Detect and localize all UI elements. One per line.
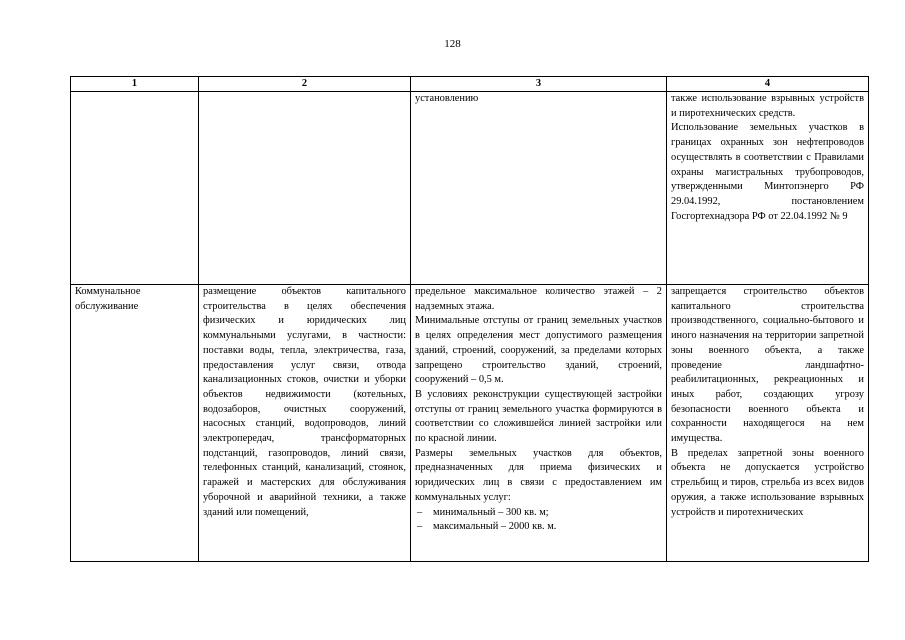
column-header-2: 2	[199, 77, 411, 92]
cell-parameters	[411, 285, 667, 562]
restrictions-paragraph: запрещается строительство объектов капитального строительства производственного, социально-бытового и иного назначения на территории запретной зоны военного объекта, а также проведение ландшафтно-реабилитационных, рекреационных и иных работ, создающих угрозу безопасности военного объекта и сохранности находящегося на нем имущества.	[671, 286, 864, 445]
list-item: – максимальный – 2000 кв. м.	[415, 520, 662, 535]
parameters-paragraph: Минимальные отступы от границ земельных участков в целях определения мест допустимого размещения зданий, строений, сооружений, за пределами которых запрещено строительство зданий, строений, сооружений – 0,5 м.	[415, 315, 662, 386]
cell-use-type	[71, 92, 199, 285]
plot-size-list	[415, 506, 662, 535]
cell-restrictions	[667, 92, 869, 285]
cell-parameters	[411, 92, 667, 285]
column-header-4: 4	[667, 77, 869, 92]
parameters-paragraph: В условиях реконструкции существующей застройки отступы от границ земельного участка формируются в соответствии со сложившейся линией застройки или по красной линии.	[415, 388, 662, 445]
parameters-paragraph: предельное максимальное количество этажей – 2 надземных этажа.	[415, 286, 662, 312]
parameters-text: установлению	[415, 93, 479, 104]
table-row	[71, 92, 869, 285]
restrictions-paragraph: Использование земельных участков в границах охранных зон нефтепроводов осуществлять в соответствии с Правилами охраны магистральных трубопроводов, утвержденными Минтопэнерго РФ 29.04.1992, постановлением Госгортехнадзора РФ от 22.04.1992 № 9	[671, 122, 864, 222]
table-header-row	[71, 77, 869, 92]
restrictions-paragraph: В пределах запретной зоны военного объекта не допускается устройство стрельбищ и тиров, стрельба из всех видов оружия, а также использование взрывных устройств и пиротехнических	[671, 447, 864, 518]
restrictions-paragraph: также использование взрывных устройств и пиротехнических средств.	[671, 93, 864, 119]
column-header-1: 1	[71, 77, 199, 92]
table-row	[71, 285, 869, 562]
use-type-name: Коммунальное обслуживание	[75, 286, 141, 312]
cell-use-description	[199, 285, 411, 562]
page-number: 128	[444, 38, 461, 50]
zoning-regulations-table	[70, 76, 869, 562]
list-item: – минимальный – 300 кв. м;	[415, 506, 662, 521]
column-header-3: 3	[411, 77, 667, 92]
cell-restrictions	[667, 285, 869, 562]
cell-use-description	[199, 92, 411, 285]
cell-use-type	[71, 285, 199, 562]
parameters-paragraph: Размеры земельных участков для объектов, предназначенных для приема физических и юридических лиц в связи с предоставлением им коммунальных услуг:	[415, 447, 662, 503]
use-description-text: размещение объектов капитального строительства в целях обеспечения физических и юридических лиц коммунальными услугами, в частности: поставки воды, тепла, электричества, газа, предоставления услуг связи, отвода канализационных стоков, очистки и уборки объектов недвижимости (котельных, водозаборов, очистных сооружений, насосных станций, водопроводов, линий электропередач, трансформаторных подстанций, газопроводов, линий связи, телефонных станций, канализаций, стоянок, гаражей и мастерских для обслуживания уборочной и аварийной техники, а также зданий или помещений,	[203, 286, 406, 518]
